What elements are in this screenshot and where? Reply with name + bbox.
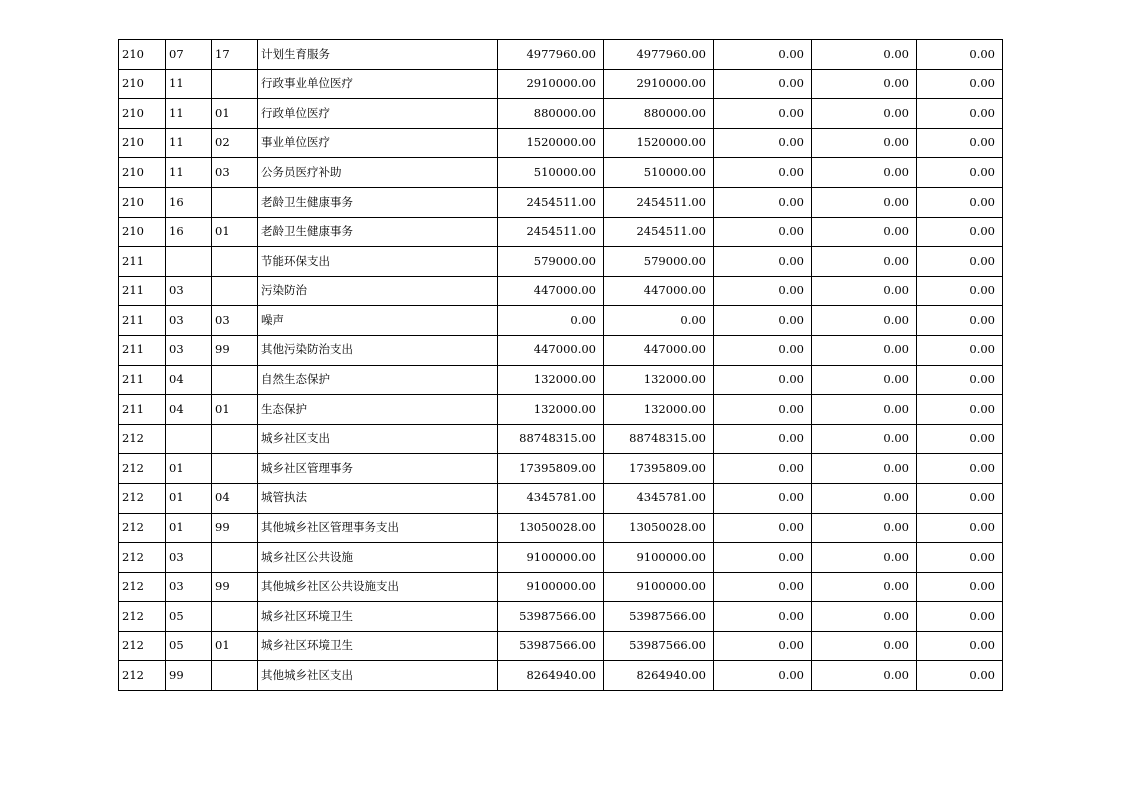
table-row [119, 483, 1003, 513]
section-code-cell [166, 424, 212, 454]
amount-col2-cell: 53987566.00 [604, 602, 714, 632]
amount-col3-cell: 0.00 [714, 395, 812, 425]
table-row [119, 276, 1003, 306]
amount-col3-cell: 0.00 [714, 40, 812, 70]
amount-col2-cell: 0.00 [604, 306, 714, 336]
class-code-cell: 212 [119, 483, 166, 513]
amount-col5-cell: 0.00 [917, 306, 1003, 336]
amount-col3-cell: 0.00 [714, 543, 812, 573]
total-amount-cell: 132000.00 [498, 365, 604, 395]
total-amount-cell: 1520000.00 [498, 128, 604, 158]
section-code-cell: 07 [166, 40, 212, 70]
amount-col5-cell: 0.00 [917, 631, 1003, 661]
amount-col5-cell: 0.00 [917, 424, 1003, 454]
amount-col2-cell: 2454511.00 [604, 187, 714, 217]
amount-col5-cell: 0.00 [917, 602, 1003, 632]
amount-col3-cell: 0.00 [714, 306, 812, 336]
subject-name-cell: 老龄卫生健康事务 [258, 217, 498, 247]
table-row [119, 454, 1003, 484]
amount-col4-cell: 0.00 [812, 335, 917, 365]
amount-col4-cell: 0.00 [812, 99, 917, 129]
amount-col2-cell: 88748315.00 [604, 424, 714, 454]
amount-col4-cell: 0.00 [812, 454, 917, 484]
item-code-cell [212, 543, 258, 573]
total-amount-cell: 88748315.00 [498, 424, 604, 454]
amount-col2-cell: 4345781.00 [604, 483, 714, 513]
table-body [119, 40, 1003, 691]
amount-col5-cell: 0.00 [917, 661, 1003, 691]
section-code-cell: 16 [166, 217, 212, 247]
item-code-cell: 01 [212, 99, 258, 129]
total-amount-cell: 9100000.00 [498, 572, 604, 602]
amount-col3-cell: 0.00 [714, 247, 812, 277]
item-code-cell [212, 454, 258, 484]
amount-col3-cell: 0.00 [714, 128, 812, 158]
item-code-cell: 03 [212, 306, 258, 336]
total-amount-cell: 447000.00 [498, 276, 604, 306]
amount-col2-cell: 1520000.00 [604, 128, 714, 158]
item-code-cell: 01 [212, 631, 258, 661]
amount-col3-cell: 0.00 [714, 483, 812, 513]
subject-name-cell: 污染防治 [258, 276, 498, 306]
section-code-cell [166, 247, 212, 277]
budget-table [118, 39, 1003, 691]
subject-name-cell: 公务员医疗补助 [258, 158, 498, 188]
subject-name-cell: 城乡社区环境卫生 [258, 602, 498, 632]
subject-name-cell: 行政单位医疗 [258, 99, 498, 129]
amount-col5-cell: 0.00 [917, 483, 1003, 513]
amount-col4-cell: 0.00 [812, 661, 917, 691]
amount-col5-cell: 0.00 [917, 99, 1003, 129]
table-row [119, 631, 1003, 661]
subject-name-cell: 其他城乡社区公共设施支出 [258, 572, 498, 602]
total-amount-cell: 9100000.00 [498, 543, 604, 573]
section-code-cell: 11 [166, 69, 212, 99]
item-code-cell: 01 [212, 395, 258, 425]
total-amount-cell: 510000.00 [498, 158, 604, 188]
amount-col2-cell: 8264940.00 [604, 661, 714, 691]
table-row [119, 128, 1003, 158]
table-row [119, 306, 1003, 336]
class-code-cell: 212 [119, 454, 166, 484]
section-code-cell: 11 [166, 99, 212, 129]
section-code-cell: 03 [166, 276, 212, 306]
item-code-cell [212, 661, 258, 691]
amount-col2-cell: 132000.00 [604, 365, 714, 395]
amount-col3-cell: 0.00 [714, 454, 812, 484]
amount-col4-cell: 0.00 [812, 513, 917, 543]
table-row [119, 572, 1003, 602]
section-code-cell: 01 [166, 483, 212, 513]
amount-col4-cell: 0.00 [812, 128, 917, 158]
amount-col2-cell: 53987566.00 [604, 631, 714, 661]
amount-col4-cell: 0.00 [812, 395, 917, 425]
amount-col4-cell: 0.00 [812, 365, 917, 395]
amount-col2-cell: 510000.00 [604, 158, 714, 188]
item-code-cell [212, 602, 258, 632]
class-code-cell: 211 [119, 247, 166, 277]
class-code-cell: 211 [119, 276, 166, 306]
table-row [119, 513, 1003, 543]
item-code-cell [212, 365, 258, 395]
total-amount-cell: 13050028.00 [498, 513, 604, 543]
amount-col4-cell: 0.00 [812, 187, 917, 217]
amount-col4-cell: 0.00 [812, 158, 917, 188]
total-amount-cell: 17395809.00 [498, 454, 604, 484]
item-code-cell: 99 [212, 335, 258, 365]
item-code-cell: 99 [212, 572, 258, 602]
amount-col5-cell: 0.00 [917, 395, 1003, 425]
amount-col3-cell: 0.00 [714, 187, 812, 217]
amount-col2-cell: 579000.00 [604, 247, 714, 277]
amount-col2-cell: 9100000.00 [604, 572, 714, 602]
amount-col2-cell: 17395809.00 [604, 454, 714, 484]
subject-name-cell: 城乡社区管理事务 [258, 454, 498, 484]
total-amount-cell: 2910000.00 [498, 69, 604, 99]
amount-col4-cell: 0.00 [812, 69, 917, 99]
total-amount-cell: 53987566.00 [498, 631, 604, 661]
amount-col4-cell: 0.00 [812, 543, 917, 573]
subject-name-cell: 行政事业单位医疗 [258, 69, 498, 99]
section-code-cell: 11 [166, 128, 212, 158]
total-amount-cell: 4977960.00 [498, 40, 604, 70]
total-amount-cell: 53987566.00 [498, 602, 604, 632]
class-code-cell: 211 [119, 365, 166, 395]
subject-name-cell: 计划生育服务 [258, 40, 498, 70]
item-code-cell [212, 187, 258, 217]
section-code-cell: 03 [166, 306, 212, 336]
table-row [119, 158, 1003, 188]
amount-col5-cell: 0.00 [917, 365, 1003, 395]
class-code-cell: 212 [119, 631, 166, 661]
item-code-cell [212, 424, 258, 454]
amount-col5-cell: 0.00 [917, 158, 1003, 188]
section-code-cell: 01 [166, 513, 212, 543]
section-code-cell: 05 [166, 602, 212, 632]
section-code-cell: 04 [166, 365, 212, 395]
amount-col2-cell: 447000.00 [604, 335, 714, 365]
section-code-cell: 11 [166, 158, 212, 188]
amount-col3-cell: 0.00 [714, 602, 812, 632]
total-amount-cell: 2454511.00 [498, 217, 604, 247]
table-row [119, 602, 1003, 632]
table-row [119, 40, 1003, 70]
section-code-cell: 01 [166, 454, 212, 484]
amount-col5-cell: 0.00 [917, 128, 1003, 158]
table-row [119, 247, 1003, 277]
amount-col3-cell: 0.00 [714, 572, 812, 602]
class-code-cell: 210 [119, 99, 166, 129]
amount-col5-cell: 0.00 [917, 572, 1003, 602]
amount-col4-cell: 0.00 [812, 276, 917, 306]
total-amount-cell: 447000.00 [498, 335, 604, 365]
class-code-cell: 211 [119, 395, 166, 425]
amount-col2-cell: 2910000.00 [604, 69, 714, 99]
subject-name-cell: 其他城乡社区管理事务支出 [258, 513, 498, 543]
subject-name-cell: 其他污染防治支出 [258, 335, 498, 365]
amount-col3-cell: 0.00 [714, 365, 812, 395]
table-row [119, 661, 1003, 691]
amount-col4-cell: 0.00 [812, 424, 917, 454]
table-row [119, 395, 1003, 425]
section-code-cell: 03 [166, 543, 212, 573]
item-code-cell: 99 [212, 513, 258, 543]
subject-name-cell: 节能环保支出 [258, 247, 498, 277]
section-code-cell: 03 [166, 572, 212, 602]
total-amount-cell: 2454511.00 [498, 187, 604, 217]
subject-name-cell: 城乡社区环境卫生 [258, 631, 498, 661]
amount-col2-cell: 447000.00 [604, 276, 714, 306]
amount-col3-cell: 0.00 [714, 276, 812, 306]
class-code-cell: 210 [119, 40, 166, 70]
amount-col5-cell: 0.00 [917, 69, 1003, 99]
amount-col3-cell: 0.00 [714, 513, 812, 543]
amount-col4-cell: 0.00 [812, 631, 917, 661]
amount-col4-cell: 0.00 [812, 483, 917, 513]
total-amount-cell: 579000.00 [498, 247, 604, 277]
item-code-cell: 03 [212, 158, 258, 188]
amount-col3-cell: 0.00 [714, 335, 812, 365]
class-code-cell: 212 [119, 572, 166, 602]
section-code-cell: 04 [166, 395, 212, 425]
table-row [119, 217, 1003, 247]
class-code-cell: 212 [119, 513, 166, 543]
amount-col4-cell: 0.00 [812, 217, 917, 247]
item-code-cell: 01 [212, 217, 258, 247]
table-row [119, 335, 1003, 365]
class-code-cell: 212 [119, 661, 166, 691]
item-code-cell: 02 [212, 128, 258, 158]
section-code-cell: 16 [166, 187, 212, 217]
amount-col4-cell: 0.00 [812, 572, 917, 602]
class-code-cell: 211 [119, 335, 166, 365]
table-row [119, 187, 1003, 217]
subject-name-cell: 城乡社区支出 [258, 424, 498, 454]
class-code-cell: 210 [119, 187, 166, 217]
amount-col5-cell: 0.00 [917, 187, 1003, 217]
total-amount-cell: 132000.00 [498, 395, 604, 425]
item-code-cell: 17 [212, 40, 258, 70]
total-amount-cell: 0.00 [498, 306, 604, 336]
subject-name-cell: 生态保护 [258, 395, 498, 425]
total-amount-cell: 880000.00 [498, 99, 604, 129]
amount-col2-cell: 4977960.00 [604, 40, 714, 70]
class-code-cell: 212 [119, 543, 166, 573]
class-code-cell: 210 [119, 128, 166, 158]
amount-col2-cell: 880000.00 [604, 99, 714, 129]
amount-col3-cell: 0.00 [714, 158, 812, 188]
total-amount-cell: 4345781.00 [498, 483, 604, 513]
amount-col5-cell: 0.00 [917, 335, 1003, 365]
amount-col5-cell: 0.00 [917, 247, 1003, 277]
subject-name-cell: 其他城乡社区支出 [258, 661, 498, 691]
class-code-cell: 212 [119, 602, 166, 632]
amount-col3-cell: 0.00 [714, 631, 812, 661]
amount-col3-cell: 0.00 [714, 99, 812, 129]
amount-col2-cell: 13050028.00 [604, 513, 714, 543]
total-amount-cell: 8264940.00 [498, 661, 604, 691]
amount-col4-cell: 0.00 [812, 40, 917, 70]
section-code-cell: 03 [166, 335, 212, 365]
item-code-cell [212, 276, 258, 306]
class-code-cell: 212 [119, 424, 166, 454]
subject-name-cell: 城管执法 [258, 483, 498, 513]
table-row [119, 424, 1003, 454]
table-row [119, 69, 1003, 99]
amount-col3-cell: 0.00 [714, 661, 812, 691]
amount-col4-cell: 0.00 [812, 602, 917, 632]
amount-col5-cell: 0.00 [917, 40, 1003, 70]
amount-col2-cell: 9100000.00 [604, 543, 714, 573]
amount-col4-cell: 0.00 [812, 247, 917, 277]
amount-col2-cell: 132000.00 [604, 395, 714, 425]
amount-col3-cell: 0.00 [714, 217, 812, 247]
subject-name-cell: 事业单位医疗 [258, 128, 498, 158]
subject-name-cell: 自然生态保护 [258, 365, 498, 395]
amount-col5-cell: 0.00 [917, 513, 1003, 543]
class-code-cell: 210 [119, 158, 166, 188]
class-code-cell: 211 [119, 306, 166, 336]
table-row [119, 543, 1003, 573]
item-code-cell [212, 247, 258, 277]
section-code-cell: 99 [166, 661, 212, 691]
subject-name-cell: 老龄卫生健康事务 [258, 187, 498, 217]
class-code-cell: 210 [119, 69, 166, 99]
amount-col5-cell: 0.00 [917, 217, 1003, 247]
item-code-cell [212, 69, 258, 99]
amount-col4-cell: 0.00 [812, 306, 917, 336]
table-row [119, 365, 1003, 395]
subject-name-cell: 噪声 [258, 306, 498, 336]
amount-col2-cell: 2454511.00 [604, 217, 714, 247]
amount-col5-cell: 0.00 [917, 454, 1003, 484]
section-code-cell: 05 [166, 631, 212, 661]
amount-col3-cell: 0.00 [714, 424, 812, 454]
table-row [119, 99, 1003, 129]
subject-name-cell: 城乡社区公共设施 [258, 543, 498, 573]
item-code-cell: 04 [212, 483, 258, 513]
amount-col5-cell: 0.00 [917, 543, 1003, 573]
amount-col5-cell: 0.00 [917, 276, 1003, 306]
amount-col3-cell: 0.00 [714, 69, 812, 99]
class-code-cell: 210 [119, 217, 166, 247]
